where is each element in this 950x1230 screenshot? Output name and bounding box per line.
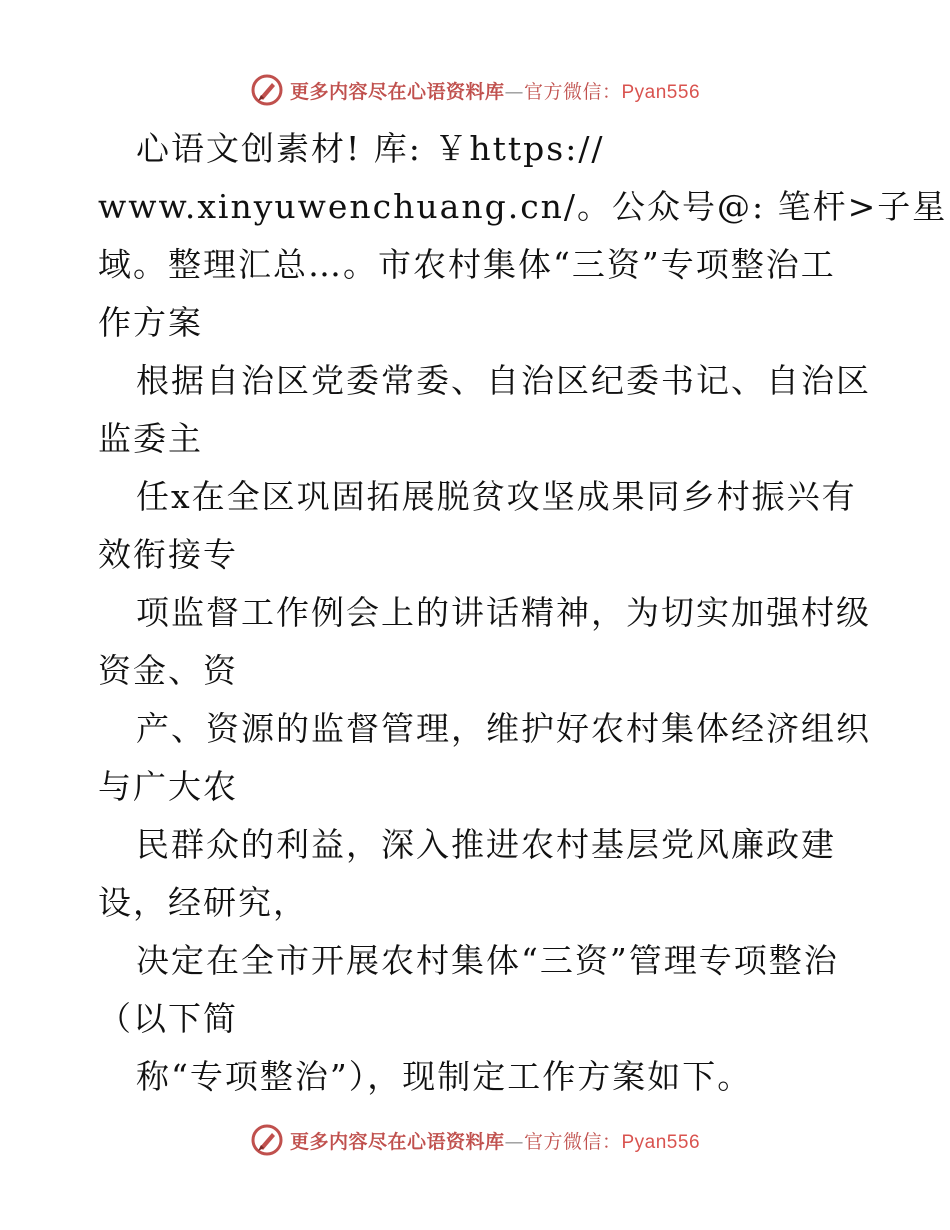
text-line: 项监督工作例会上的讲话精神，为切实加强村级 <box>136 593 871 632</box>
header-banner <box>0 70 950 110</box>
text-line: （以下简 <box>98 999 238 1038</box>
logo-icon <box>250 73 284 107</box>
document-body <box>98 120 948 1106</box>
text-line: 任x在全区巩固拓展脱贫攻坚成果同乡村振兴有 <box>136 477 857 516</box>
text-line: 民群众的利益，深入推进农村基层党风廉政建 <box>136 825 836 864</box>
text-line: 监委主 <box>98 419 203 458</box>
banner-wechat-id: Pyan556 <box>621 81 701 103</box>
banner-separator: — <box>504 80 524 103</box>
text-line: 作方案 <box>98 303 203 342</box>
banner-wechat-label: 官方微信： <box>523 80 622 103</box>
banner-site: 更多内容尽在心语资料库 <box>289 80 505 103</box>
banner-site: 更多内容尽在心语资料库 <box>289 1130 505 1153</box>
banner-separator: — <box>504 1130 524 1153</box>
text-line: 域。整理汇总…。市农村集体“三资”专项整治工 <box>98 245 836 284</box>
footer-banner <box>0 1120 950 1160</box>
header-banner-text <box>290 77 700 104</box>
text-line: 决定在全市开展农村集体“三资”管理专项整治 <box>136 941 839 980</box>
text-line: 与广大农 <box>98 767 238 806</box>
text-line: 心语文创素材! 库: ￥https:// <box>136 129 605 168</box>
text-line: 称“专项整治”），现制定工作方案如下。 <box>136 1057 753 1096</box>
text-line: 设，经研究， <box>98 883 308 922</box>
footer-banner-text <box>290 1127 700 1154</box>
text-line: 效衔接专 <box>98 535 238 574</box>
text-line: 资金、资 <box>98 651 238 690</box>
logo-icon <box>250 1123 284 1157</box>
text-line: 产、资源的监督管理，维护好农村集体经济组织 <box>136 709 871 748</box>
banner-wechat-id: Pyan556 <box>621 1131 701 1153</box>
banner-wechat-label: 官方微信： <box>523 1130 622 1153</box>
text-line: 根据自治区党委常委、自治区纪委书记、自治区 <box>136 361 871 400</box>
text-line: www.xinyuwenchuang.cn/。公众号@: 笔杆>子星 <box>98 187 948 226</box>
